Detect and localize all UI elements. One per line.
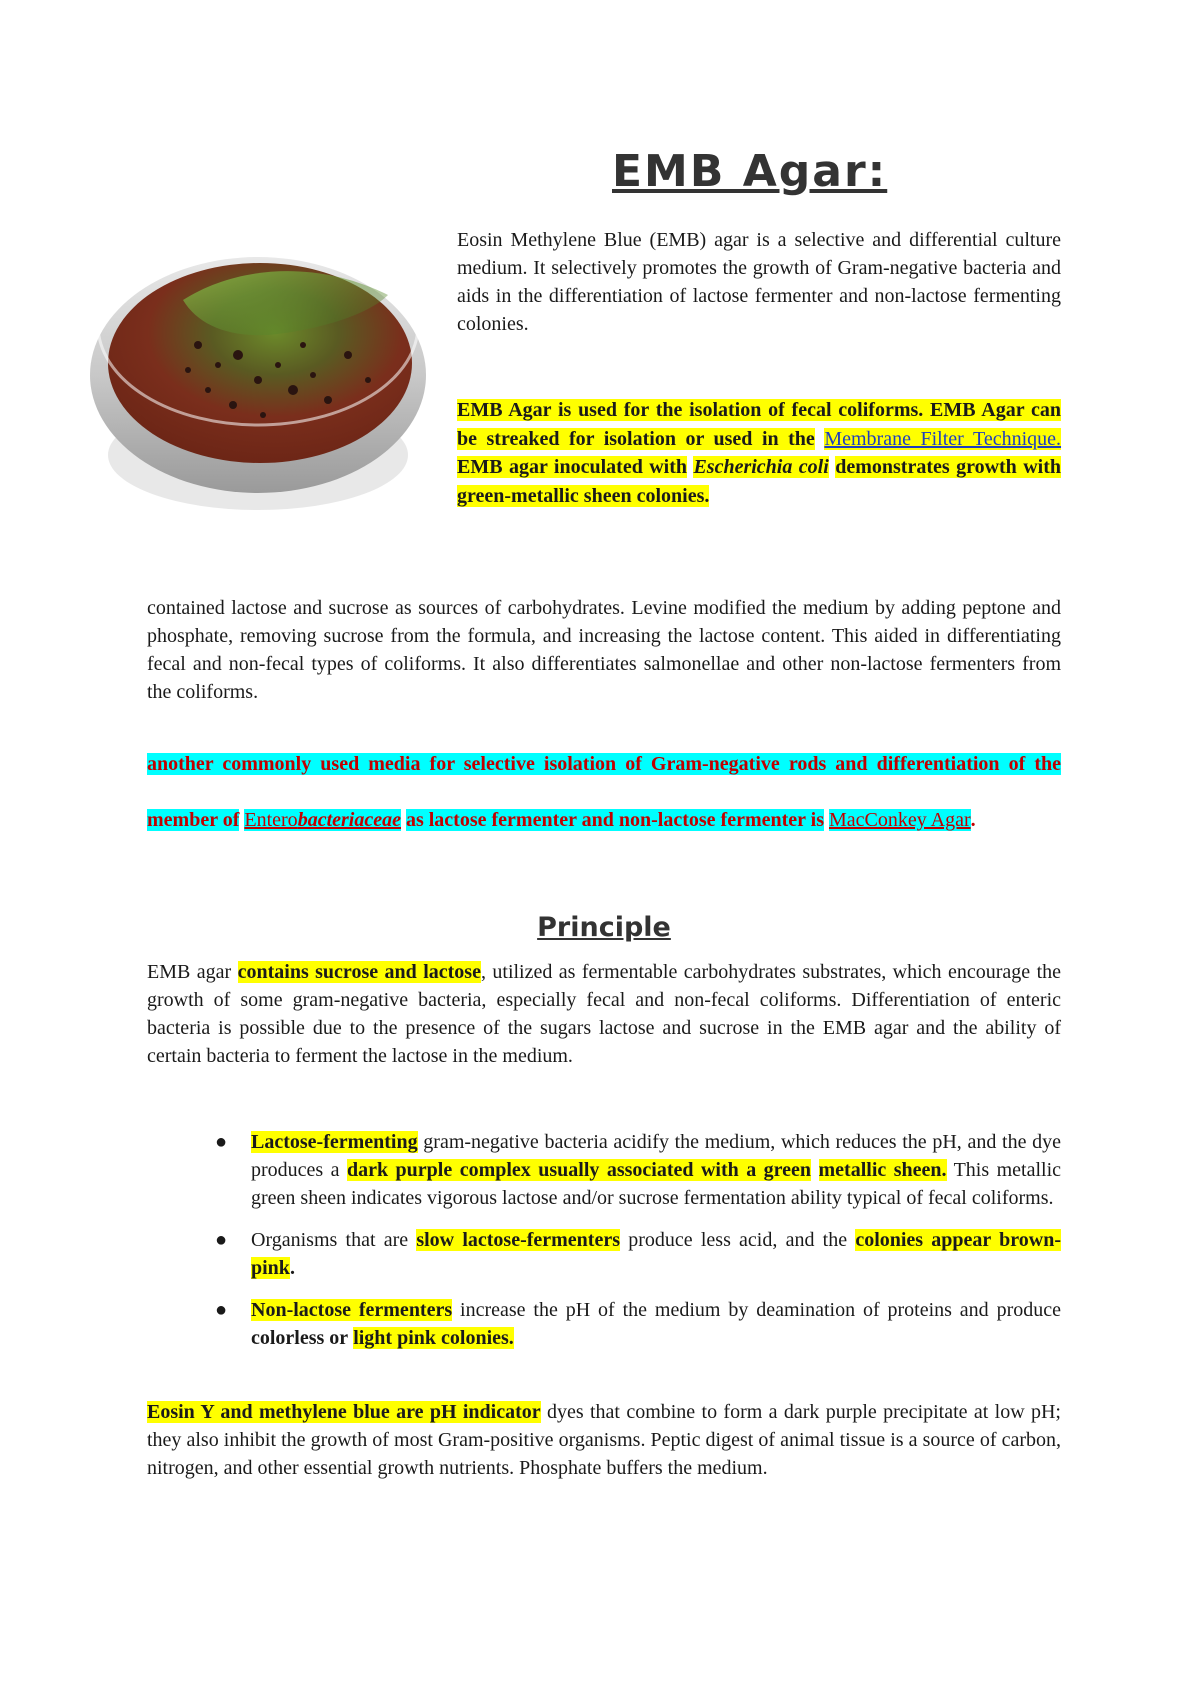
principle-heading: Principle: [537, 912, 671, 943]
macconkey-paragraph: [147, 736, 1061, 848]
list-item: [147, 1128, 1061, 1212]
bullet-icon: ●: [215, 1299, 228, 1321]
bullet-1-text-1: gram-negative bacteria acidify the medium, which reduces the pH, and the dye produces a: [251, 1131, 1061, 1181]
enterobacteriaceae-link[interactable]: Entero: [244, 809, 298, 831]
membrane-filter-link[interactable]: Membrane Filter Technique.: [824, 427, 1062, 450]
principle-lead: EMB agar: [147, 961, 232, 983]
bullet-2-highlight-2: colonies appear brown-pink: [251, 1229, 1062, 1279]
eosin-paragraph: [147, 1398, 1061, 1482]
usage-text-3: demonstrates growth with green-metallic sheen colonies.: [457, 456, 1062, 507]
bullet-2-text-1: Organisms that are: [251, 1229, 417, 1251]
principle-paragraph: [147, 958, 1061, 1070]
bullet-1-highlight-3: metallic sheen.: [818, 1159, 947, 1181]
bullet-icon: ●: [215, 1131, 228, 1153]
history-paragraph: contained lactose and sucrose as sources of carbohydrates. Levine modified the medium by adding peptone and phosphate, removing sucrose from the formula, and increasing the lactose content. This aided in differentiating fecal and non-fecal types of coliforms. It also differentiates salmonellae and other non-lactose fermenters from the coliforms.: [147, 597, 1061, 703]
organism-name: Escherichia coli: [693, 456, 829, 478]
bullet-1-highlight-2: dark purple complex usually associated with a green: [346, 1159, 812, 1181]
bullet-2-highlight-1: slow lactose-fermenters: [416, 1229, 621, 1251]
fermentation-bullet-list: [147, 1128, 1061, 1366]
usage-text-2: EMB agar inoculated with: [457, 456, 688, 478]
bullet-3-text-1: increase the pH of the medium by deamination of proteins and produce: [452, 1299, 1061, 1321]
principle-rest: , utilized as fermentable carbohydrates substrates, which encourage the growth of some gram-negative bacteria, especially fecal and non-fecal coliforms. Differentiation of enteric bacteria is possible due to the presence of the sugars lactose and sucrose in the EMB agar and the ability of certain bacteria to ferment the lactose in the medium.: [147, 961, 1061, 1067]
enterobacteriaceae-link-wrap: [244, 809, 401, 831]
bullet-3-bold: colorless or: [251, 1327, 349, 1349]
bullet-1-text-2: This metallic green sheen indicates vigorous lactose and/or sucrose fermentation ability typical of fecal coliforms.: [251, 1159, 1062, 1209]
bullet-2-text-3: .: [289, 1257, 295, 1279]
list-item: [147, 1296, 1061, 1352]
macconkey-agar-link[interactable]: MacConkey Agar: [829, 809, 971, 831]
eosin-rest: dyes that combine to form a dark purple precipitate at low pH; they also inhibit the growth of most Gram-positive organisms. Peptic digest of animal tissue is a source of carbon, nitrogen, and other essential growth nutrients. Phosphate buffers the medium.: [147, 1401, 1061, 1479]
enterobacteriaceae-link-italic[interactable]: bacteriaceae: [297, 809, 401, 831]
usage-paragraph: [457, 396, 1061, 510]
macconkey-period: .: [970, 809, 976, 831]
page-title: EMB Agar:: [612, 146, 888, 197]
macconkey-text-1: another commonly used media for selective isolation of Gram-negative rods and differentiation of the member of: [147, 753, 1061, 831]
bullet-1-highlight-1: Lactose-fermenting: [251, 1131, 418, 1153]
macconkey-text-2: as lactose fermenter and non-lactose fermenter is: [405, 809, 825, 831]
bullet-3-highlight-1: Non-lactose fermenters: [251, 1299, 453, 1321]
bullet-icon: ●: [215, 1229, 228, 1251]
emb-agar-petri-dish-image: [88, 205, 428, 525]
bullet-3-highlight-2: light pink colonies.: [353, 1327, 514, 1349]
list-item: [147, 1226, 1061, 1282]
usage-text-1: EMB Agar is used for the isolation of fecal coliforms. EMB Agar can be streaked for isolation or used in the: [457, 399, 1061, 450]
eosin-highlight: Eosin Y and methylene blue are pH indicator: [147, 1401, 541, 1423]
intro-paragraph: Eosin Methylene Blue (EMB) agar is a selective and differential culture medium. It selectively promotes the growth of Gram-negative bacteria and aids in the differentiation of lactose fermenter and non-lactose fermenting colonies.: [457, 229, 1061, 335]
bullet-2-text-2: produce less acid, and the: [620, 1229, 856, 1251]
principle-highlight: contains sucrose and lactose: [237, 961, 481, 983]
